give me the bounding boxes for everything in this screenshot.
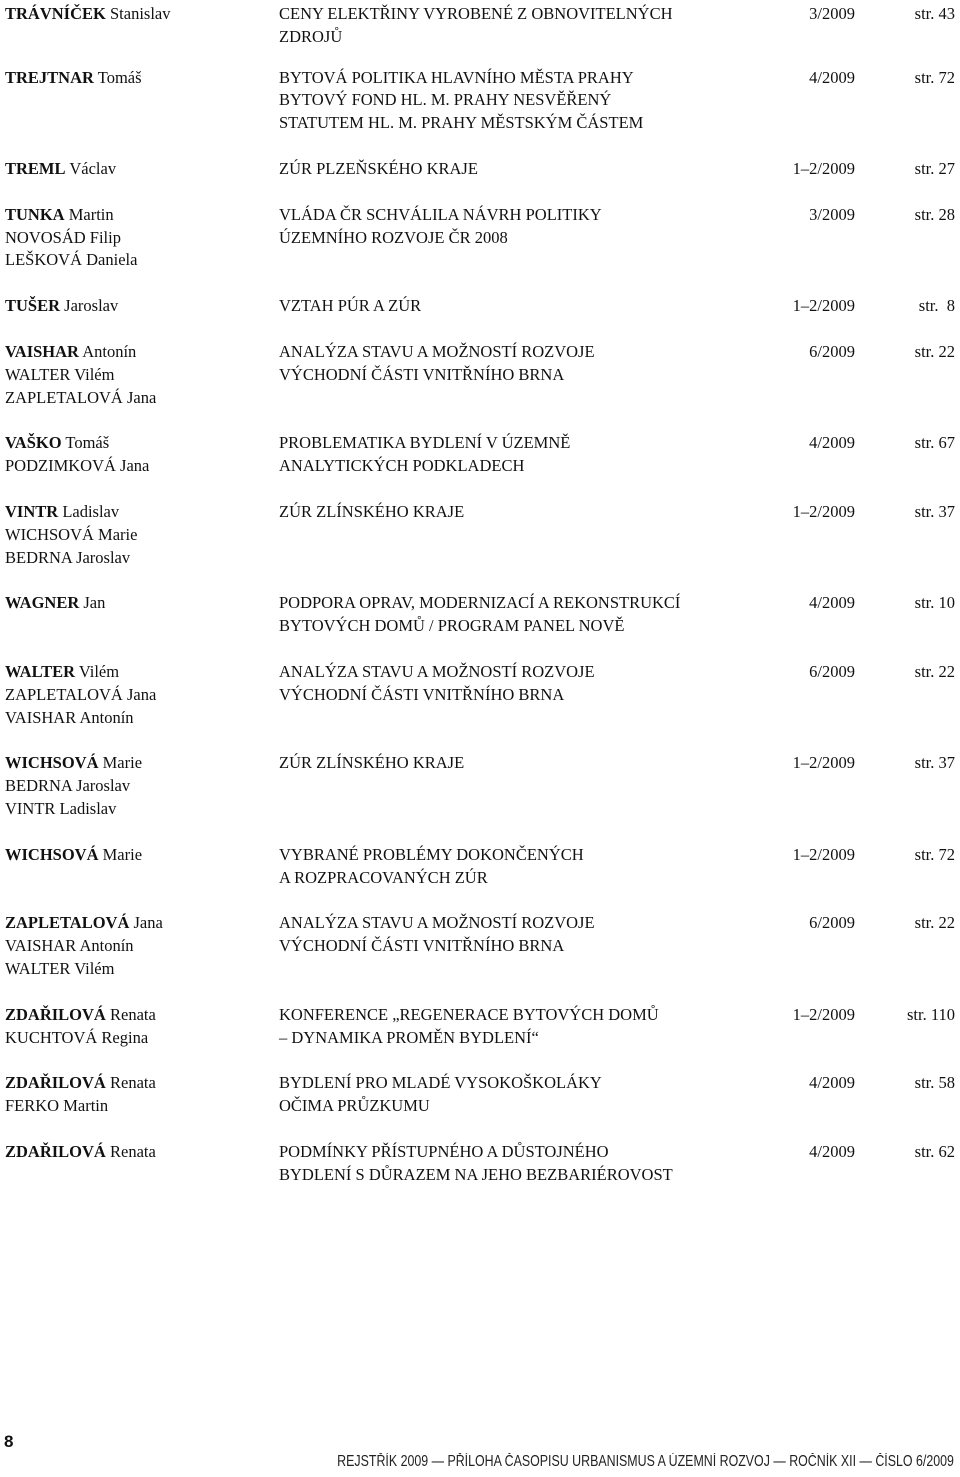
entry-title	[279, 67, 775, 135]
author-surname: BEDRNA	[5, 776, 72, 796]
entry-title	[279, 844, 775, 890]
entry-page-cell	[861, 3, 955, 49]
index-entry	[5, 592, 955, 638]
index-entry	[5, 67, 955, 135]
title-line: BYTOVÁ POLITIKA HLAVNÍHO MĚSTA PRAHY	[279, 67, 634, 87]
entry-authors	[5, 752, 279, 820]
entry-page: str. 67	[914, 433, 955, 453]
author-surname: NOVOSÁD	[5, 227, 86, 247]
author-name	[5, 249, 279, 272]
author-given-name: Renata	[109, 1141, 156, 1161]
title-line: KONFERENCE „REGENERACE BYTOVÝCH DOMŮ	[279, 1004, 659, 1024]
entry-page: str. 28	[914, 204, 955, 224]
entry-title	[279, 752, 775, 820]
entry-page: str. 10	[914, 593, 955, 613]
entry-issue-cell	[775, 1004, 861, 1050]
entry-page: str. 8	[918, 296, 955, 316]
author-name	[5, 684, 279, 707]
entry-title	[279, 592, 775, 638]
title-line: ANALYTICKÝCH PODKLADECH	[279, 456, 525, 476]
entry-title	[279, 912, 775, 980]
index-entries	[5, 3, 955, 1186]
author-given-name: Antonín	[79, 707, 134, 727]
entry-page-cell	[861, 341, 955, 409]
author-name	[5, 158, 279, 181]
entry-issue: 4/2009	[809, 1073, 855, 1093]
entry-issue-cell	[775, 1072, 861, 1118]
entry-issue-cell	[775, 592, 861, 638]
author-given-name: Jana	[133, 913, 163, 933]
entry-issue-cell	[775, 1141, 861, 1187]
entry-page-cell	[861, 158, 955, 181]
entry-title	[279, 295, 775, 318]
author-given-name: Vilém	[74, 364, 115, 384]
author-name	[5, 1095, 279, 1118]
title-line: A ROZPRACOVANÝCH ZÚR	[279, 867, 488, 887]
author-name	[5, 798, 279, 821]
entry-issue-cell	[775, 752, 861, 820]
entry-page-cell	[861, 592, 955, 638]
author-name	[5, 1027, 279, 1050]
entry-page-cell	[861, 912, 955, 980]
title-line: PROBLEMATIKA BYDLENÍ V ÚZEMNĚ	[279, 433, 571, 453]
title-line: ANALÝZA STAVU A MOŽNOSTÍ ROZVOJE	[279, 661, 595, 681]
author-surname: LEŠKOVÁ	[5, 250, 82, 270]
index-entry	[5, 295, 955, 318]
author-name	[5, 661, 279, 684]
entry-authors	[5, 432, 279, 478]
author-name	[5, 775, 279, 798]
author-surname: ZAPLETALOVÁ	[5, 684, 123, 704]
entry-authors	[5, 1072, 279, 1118]
author-given-name: Marie	[102, 844, 143, 864]
author-given-name: Tomáš	[65, 433, 110, 453]
entry-authors	[5, 341, 279, 409]
entry-issue-cell	[775, 3, 861, 49]
index-entry	[5, 432, 955, 478]
author-surname: WICHSOVÁ	[5, 844, 99, 864]
title-line: VZTAH PÚR A ZÚR	[279, 296, 422, 316]
entry-issue: 1–2/2009	[792, 158, 855, 178]
entry-issue: 3/2009	[809, 204, 855, 224]
author-surname: KUCHTOVÁ	[5, 1027, 98, 1047]
title-line: VÝCHODNÍ ČÁSTI VNITŘNÍHO BRNA	[279, 936, 565, 956]
entry-page: str. 43	[914, 4, 955, 23]
author-given-name: Jaroslav	[64, 296, 119, 316]
author-surname: VINTR	[5, 501, 59, 521]
entry-issue: 4/2009	[809, 1141, 855, 1161]
author-surname: TRÁVNÍČEK	[5, 4, 106, 23]
author-surname: WICHSOVÁ	[5, 753, 99, 773]
entry-page-cell	[861, 752, 955, 820]
author-given-name: Antonín	[79, 936, 134, 956]
author-name	[5, 364, 279, 387]
author-given-name: Renata	[109, 1073, 156, 1093]
index-entry	[5, 661, 955, 729]
author-surname: ZAPLETALOVÁ	[5, 913, 130, 933]
index-entry	[5, 3, 955, 49]
entry-issue: 3/2009	[809, 4, 855, 23]
author-name	[5, 844, 279, 867]
entry-issue: 6/2009	[809, 341, 855, 361]
entry-issue-cell	[775, 67, 861, 135]
entry-issue-cell	[775, 204, 861, 272]
author-given-name: Regina	[101, 1027, 149, 1047]
entry-authors	[5, 158, 279, 181]
author-given-name: Filip	[89, 227, 121, 247]
author-name	[5, 455, 279, 478]
entry-issue: 1–2/2009	[792, 1004, 855, 1024]
title-line: BYTOVÝ FOND HL. M. PRAHY NESVĚŘENÝ	[279, 90, 612, 110]
entry-page: str. 58	[914, 1073, 955, 1093]
title-line: ANALÝZA STAVU A MOŽNOSTÍ ROZVOJE	[279, 341, 595, 361]
entry-title	[279, 432, 775, 478]
entry-page-cell	[861, 67, 955, 135]
author-given-name: Ladislav	[59, 798, 117, 818]
author-surname: FERKO	[5, 1096, 60, 1116]
index-entry	[5, 204, 955, 272]
entry-page: str. 72	[914, 67, 955, 87]
entry-authors	[5, 592, 279, 638]
entry-issue-cell	[775, 295, 861, 318]
entry-issue: 4/2009	[809, 67, 855, 87]
index-entry	[5, 1004, 955, 1050]
entry-issue-cell	[775, 158, 861, 181]
footer-running-title: REJSTŘÍK 2009 — PŘÍLOHA ČASOPISU URBANISMUS A ÚZEMNÍ ROZVOJ — ROČNÍK XII — ČÍSLO 6/2009	[337, 1453, 954, 1470]
entry-page: str. 110	[907, 1004, 955, 1024]
author-surname: TREML	[5, 158, 66, 178]
author-name	[5, 1072, 279, 1095]
entry-authors	[5, 1141, 279, 1187]
author-name	[5, 958, 279, 981]
author-surname: WALTER	[5, 364, 71, 384]
author-given-name: Jana	[126, 684, 157, 704]
entry-authors	[5, 67, 279, 135]
entry-issue: 4/2009	[809, 593, 855, 613]
entry-page-cell	[861, 1072, 955, 1118]
index-entry	[5, 501, 955, 569]
author-given-name: Antonín	[82, 341, 137, 361]
entry-authors	[5, 912, 279, 980]
author-given-name: Jan	[83, 593, 106, 613]
entry-authors	[5, 3, 279, 49]
author-surname: TUNKA	[5, 204, 65, 224]
title-line: – DYNAMIKA PROMĚN BYDLENÍ“	[279, 1027, 539, 1047]
entry-page: str. 22	[914, 661, 955, 681]
title-line: STATUTEM HL. M. PRAHY MĚSTSKÝM ČÁSTEM	[279, 113, 644, 133]
author-given-name: Vilém	[78, 661, 120, 681]
entry-title	[279, 158, 775, 181]
title-line: PODPORA OPRAV, MODERNIZACÍ A REKONSTRUKCÍ	[279, 593, 681, 613]
author-given-name: Marie	[98, 524, 138, 544]
entry-page-cell	[861, 501, 955, 569]
entry-issue: 6/2009	[809, 913, 855, 933]
author-surname: VAŠKO	[5, 433, 62, 453]
author-name	[5, 204, 279, 227]
author-surname: ZDAŘILOVÁ	[5, 1073, 106, 1093]
title-line: BYTOVÝCH DOMŮ / PROGRAM PANEL NOVĚ	[279, 616, 625, 636]
entry-page-cell	[861, 432, 955, 478]
entry-authors	[5, 1004, 279, 1050]
author-name	[5, 3, 279, 26]
author-surname: WAGNER	[5, 593, 80, 613]
title-line: ZDROJŮ	[279, 26, 343, 46]
author-surname: TREJTNAR	[5, 67, 94, 87]
entry-page: str. 27	[914, 158, 955, 178]
page-number: 8	[4, 1432, 14, 1451]
author-name	[5, 524, 279, 547]
author-given-name: Jana	[126, 387, 157, 407]
author-given-name: Stanislav	[109, 4, 171, 23]
entry-issue: 1–2/2009	[792, 844, 855, 864]
entry-issue: 6/2009	[809, 661, 855, 681]
author-given-name: Ladislav	[62, 501, 120, 521]
entry-title	[279, 341, 775, 409]
author-surname: VAISHAR	[5, 936, 77, 956]
author-given-name: Martin	[63, 1096, 109, 1116]
title-line: VYBRANÉ PROBLÉMY DOKONČENÝCH	[279, 844, 584, 864]
author-given-name: Marie	[102, 753, 143, 773]
entry-issue: 1–2/2009	[792, 501, 855, 521]
index-entry	[5, 844, 955, 890]
title-line: VÝCHODNÍ ČÁSTI VNITŘNÍHO BRNA	[279, 684, 565, 704]
entry-title	[279, 501, 775, 569]
author-surname: WICHSOVÁ	[5, 524, 94, 544]
entry-page-cell	[861, 1141, 955, 1187]
entry-issue: 1–2/2009	[792, 753, 855, 773]
entry-page: str. 72	[914, 844, 955, 864]
entry-issue-cell	[775, 341, 861, 409]
author-name	[5, 227, 279, 250]
entry-issue-cell	[775, 501, 861, 569]
title-line: OČIMA PRŮZKUMU	[279, 1096, 430, 1116]
index-entry	[5, 912, 955, 980]
entry-page-cell	[861, 844, 955, 890]
author-name	[5, 341, 279, 364]
title-line: ZÚR ZLÍNSKÉHO KRAJE	[279, 753, 465, 773]
author-given-name: Jaroslav	[76, 776, 131, 796]
author-name	[5, 1141, 279, 1164]
author-surname: WALTER	[5, 958, 71, 978]
entry-title	[279, 3, 775, 49]
entry-issue-cell	[775, 844, 861, 890]
author-given-name: Daniela	[86, 250, 138, 270]
entry-page-cell	[861, 1004, 955, 1050]
title-line: CENY ELEKTŘINY VYROBENÉ Z OBNOVITELNÝCH	[279, 4, 673, 23]
entry-page: str. 62	[914, 1141, 955, 1161]
author-surname: WALTER	[5, 661, 76, 681]
title-line: ANALÝZA STAVU A MOŽNOSTÍ ROZVOJE	[279, 913, 595, 933]
entry-page-cell	[861, 204, 955, 272]
title-line: ZÚR PLZEŇSKÉHO KRAJE	[279, 158, 478, 178]
index-entry	[5, 1072, 955, 1118]
title-line: VÝCHODNÍ ČÁSTI VNITŘNÍHO BRNA	[279, 364, 565, 384]
author-name	[5, 935, 279, 958]
entry-page: str. 37	[914, 501, 955, 521]
author-given-name: Tomáš	[97, 67, 142, 87]
author-name	[5, 912, 279, 935]
index-entry	[5, 1141, 955, 1187]
author-name	[5, 547, 279, 570]
entry-title	[279, 204, 775, 272]
entry-authors	[5, 844, 279, 890]
title-line: ÚZEMNÍHO ROZVOJE ČR 2008	[279, 227, 508, 247]
entry-title	[279, 1004, 775, 1050]
entry-authors	[5, 204, 279, 272]
author-name	[5, 752, 279, 775]
author-given-name: Renata	[109, 1004, 156, 1024]
entry-page: str. 22	[914, 341, 955, 361]
author-name	[5, 67, 279, 90]
author-given-name: Václav	[69, 158, 117, 178]
author-surname: VAISHAR	[5, 707, 77, 727]
author-name	[5, 592, 279, 615]
author-name	[5, 1004, 279, 1027]
entry-title	[279, 1072, 775, 1118]
author-surname: ZDAŘILOVÁ	[5, 1141, 106, 1161]
author-name	[5, 387, 279, 410]
author-given-name: Vilém	[74, 958, 115, 978]
index-entry	[5, 341, 955, 409]
author-surname: ZDAŘILOVÁ	[5, 1004, 106, 1024]
entry-issue-cell	[775, 432, 861, 478]
entry-title	[279, 1141, 775, 1187]
author-name	[5, 501, 279, 524]
author-name	[5, 432, 279, 455]
author-surname: ZAPLETALOVÁ	[5, 387, 123, 407]
entry-issue: 4/2009	[809, 433, 855, 453]
entry-title	[279, 661, 775, 729]
entry-issue: 1–2/2009	[792, 296, 855, 316]
author-surname: TUŠER	[5, 296, 61, 316]
entry-authors	[5, 295, 279, 318]
title-line: PODMÍNKY PŘÍSTUPNÉHO A DŮSTOJNÉHO	[279, 1141, 609, 1161]
entry-issue-cell	[775, 661, 861, 729]
entry-issue-cell	[775, 912, 861, 980]
title-line: BYDLENÍ PRO MLADÉ VYSOKOŠKOLÁKY	[279, 1073, 602, 1093]
title-line: VLÁDA ČR SCHVÁLILA NÁVRH POLITIKY	[279, 204, 602, 224]
author-surname: BEDRNA	[5, 547, 72, 567]
index-entry	[5, 158, 955, 181]
entry-authors	[5, 501, 279, 569]
author-name	[5, 295, 279, 318]
index-entry	[5, 752, 955, 820]
entry-page-cell	[861, 295, 955, 318]
author-given-name: Jaroslav	[76, 547, 131, 567]
author-surname: VINTR	[5, 798, 56, 818]
entry-page: str. 37	[914, 753, 955, 773]
entry-authors	[5, 661, 279, 729]
entry-page-cell	[861, 661, 955, 729]
author-surname: PODZIMKOVÁ	[5, 456, 116, 476]
title-line: ZÚR ZLÍNSKÉHO KRAJE	[279, 501, 465, 521]
author-given-name: Jana	[120, 456, 150, 476]
author-given-name: Martin	[68, 204, 114, 224]
entry-page: str. 22	[914, 913, 955, 933]
title-line: BYDLENÍ S DŮRAZEM NA JEHO BEZBARIÉROVOST	[279, 1164, 673, 1184]
author-name	[5, 707, 279, 730]
author-surname: VAISHAR	[5, 341, 79, 361]
